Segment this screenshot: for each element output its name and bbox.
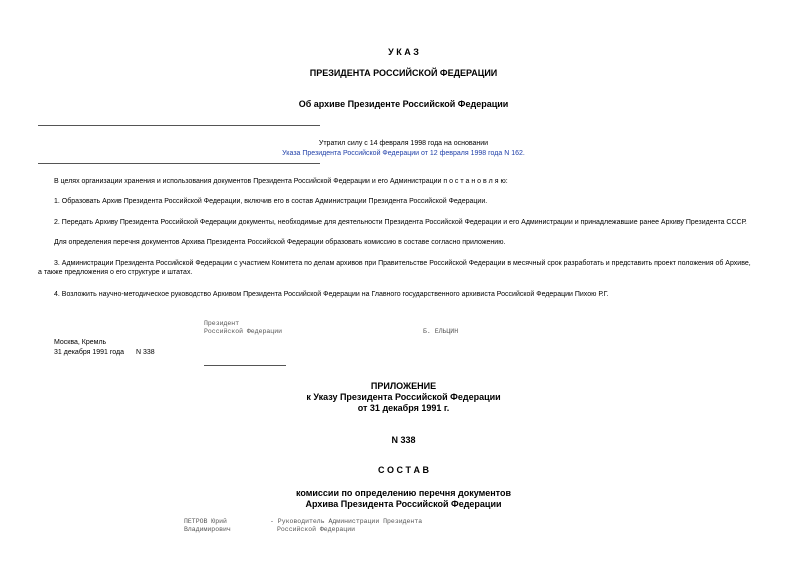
paragraph-3: 3. Администрации Президента Российской Федерации с участием Комитета по делам архивов при Правительстве Российской Федерации в месячный срок разработать и представить проект положения об Архиве,	[54, 260, 751, 267]
repeal-link[interactable]: Указа Президента Российской Федерации от 12 февраля 1998 года N 162.	[282, 150, 525, 157]
appendix-reference: к Указу Президента Российской Федерации	[306, 392, 501, 402]
paragraph-1: 1. Образовать Архив Президента Российской Федерации, включив его в состав Администрации Президента Российской Федерации.	[54, 198, 488, 205]
commission-description-line2: Архива Президента Российской Федерации	[305, 499, 502, 509]
divider-bottom	[38, 163, 320, 164]
signature-name: Б. ЕЛЬЦИН	[423, 328, 459, 335]
member-name-line1: ПЕТРОВ Юрий	[184, 518, 227, 525]
status-note: Утратил силу с 14 февраля 1998 года на основании	[318, 140, 489, 147]
member-name-line2: Владимирович	[184, 526, 231, 533]
signature-role-line1: Президент	[204, 320, 240, 327]
member-role-line1: - Руководитель Администрации Президента	[270, 518, 423, 525]
member-role-line2: Российской Федерации	[277, 526, 356, 533]
composition-heading: С О С Т А В	[378, 465, 429, 475]
appendix-number: N 338	[391, 435, 416, 445]
paragraph-3-continued: а также предложения о его структуре и штатах.	[38, 269, 193, 276]
decree-number: N 338	[136, 349, 155, 356]
decree-title: У К А З	[388, 47, 419, 57]
signing-place: Москва, Кремль	[54, 339, 107, 346]
divider-top	[38, 125, 320, 126]
decree-subtitle: ПРЕЗИДЕНТА РОССИЙСКОЙ ФЕДЕРАЦИИ	[309, 68, 498, 78]
paragraph-4: 4. Возложить научно-методическое руководство Архивом Президента Российской Федерации на Главного государственного архивиста Российской Федерации Пихою Р.Г.	[54, 291, 609, 298]
paragraph-2: 2. Передать Архиву Президента Российской Федерации документы, необходимые для деятельности Президента Российской Федерации и его Администрации и принадлежавшие ранее Архиву Президента СССР.	[54, 219, 747, 226]
commission-description-line1: комиссии по определению перечня документов	[295, 488, 512, 498]
signing-date: 31 декабря 1991 года	[54, 349, 125, 356]
decree-topic: Об архиве Президенте Российской Федерации	[298, 99, 509, 109]
appendix-date: от 31 декабря 1991 г.	[357, 403, 450, 413]
appendix-title: ПРИЛОЖЕНИЕ	[370, 381, 437, 391]
paragraph-2-commission: Для определения перечня документов Архива Президента Российской Федерации образовать комиссию в составе согласно приложению.	[54, 239, 506, 246]
signature-role-line2: Российской Федерации	[204, 328, 283, 335]
preamble-paragraph: В целях организации хранения и использования документов Президента Российской Федерации и его Администрации п о с т а н о в л я ю:	[54, 178, 508, 185]
divider-signature	[204, 365, 286, 366]
